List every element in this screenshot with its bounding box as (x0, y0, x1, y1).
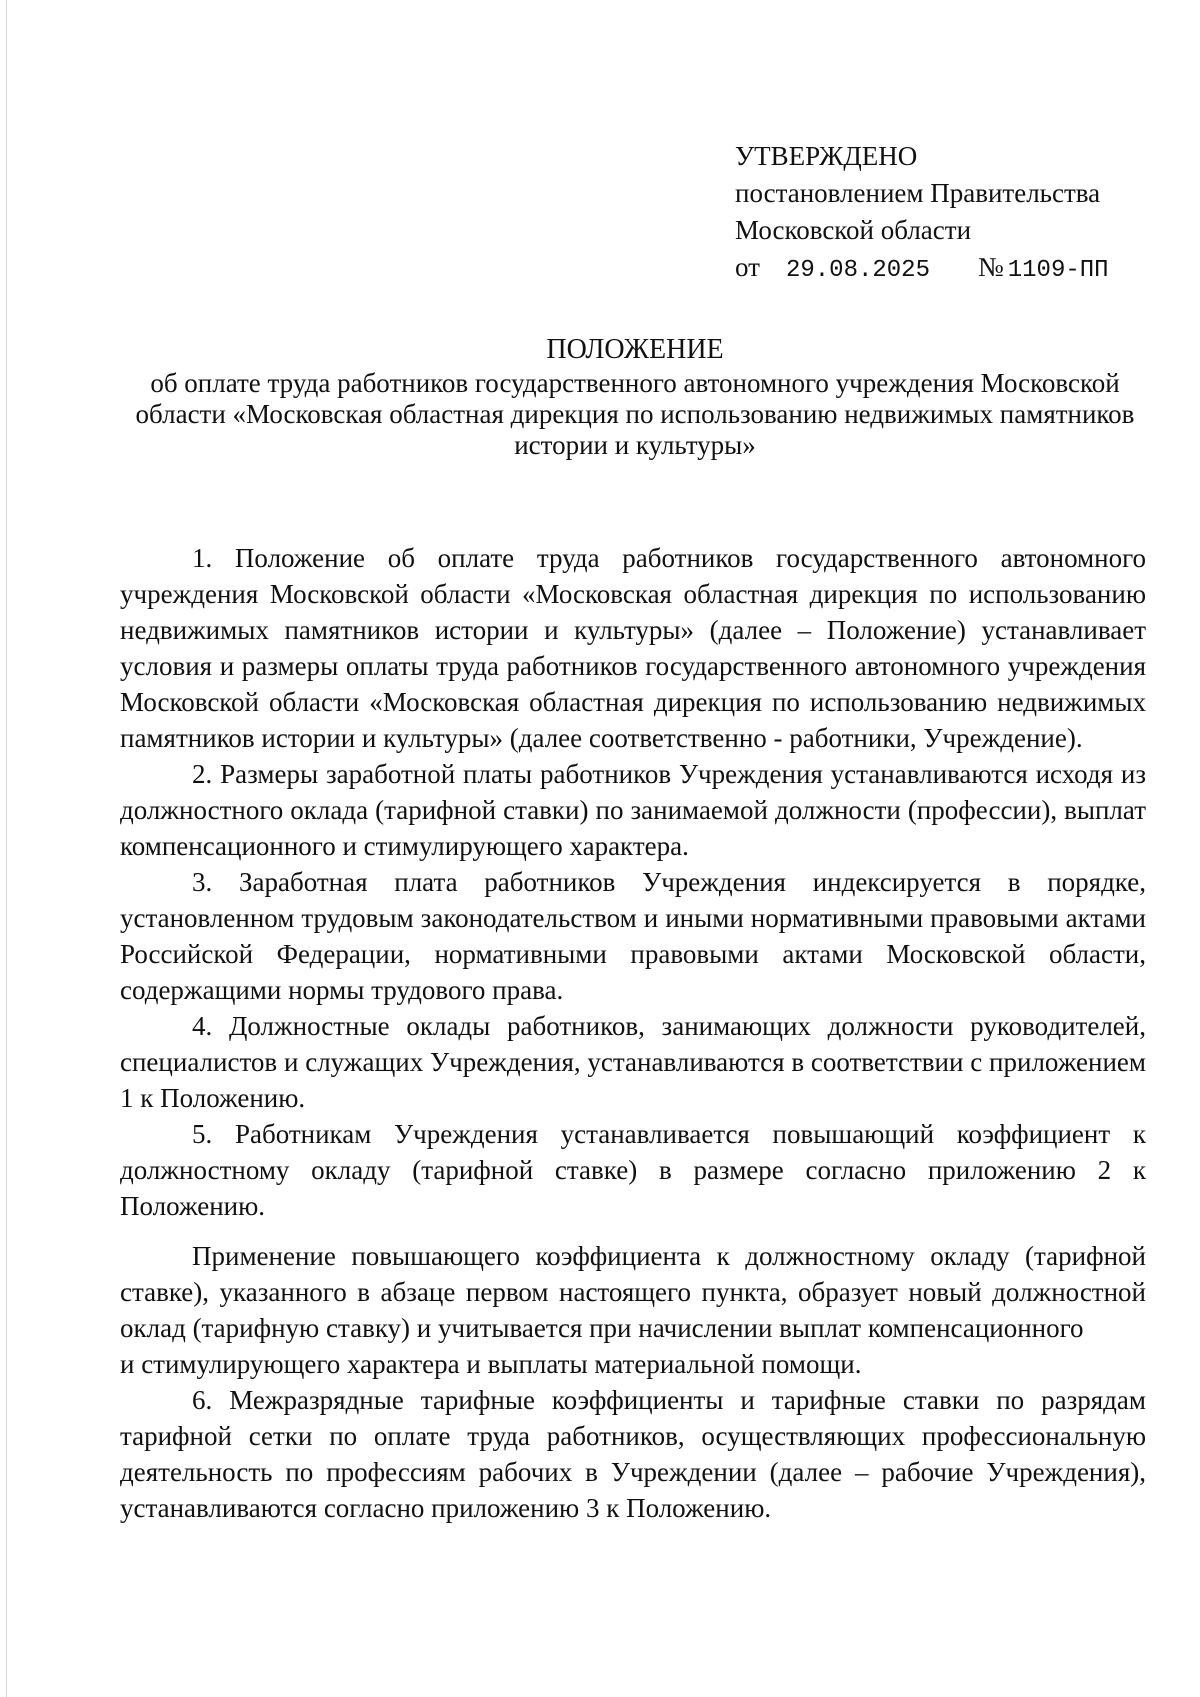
approval-date: 29.08.2025 (785, 257, 930, 284)
approval-stamp (735, 138, 1155, 289)
scan-edge-line (6, 0, 7, 1697)
approval-line-1: постановлением Правительства (735, 178, 1101, 208)
approval-line-2: Московской области (735, 215, 972, 245)
paragraph-3: 3. Заработная плата работников Учреждения индексируется в порядке, установленном трудовым законодательством и иными нормативными правовыми актами Российской Федерации, нормативными правовыми актами Московской области, содержащими нормы трудового права. (120, 867, 1146, 1005)
approval-status: УТВЕРЖДЕНО (735, 141, 918, 171)
document-body (120, 540, 1146, 1526)
paragraph-1: 1. Положение об оплате труда работников государственного автономного учреждения Московской области «Московская областная дирекция по использованию недвижимых памятников истории и культуры» (далее – Положение) устанавливает условия и размеры оплаты труда работников государственного автономного учреждения Московской области «Московская областная дирекция по использованию недвижимых памятников истории и культуры» (далее соответственно - работники, Учреждение). (120, 543, 1146, 753)
paragraph-5: 5. Работникам Учреждения устанавливается повышающий коэффициент к должностному окладу (тарифной ставке) в размере согласно приложению 2 к Положению. (120, 1119, 1146, 1221)
paragraph-4: 4. Должностные оклады работников, занимающих должности руководителей, специалистов и служащих Учреждения, устанавливаются в соответствии с приложением 1 к Положению. (120, 1011, 1146, 1113)
approval-date-row (735, 249, 1155, 289)
document-heading (120, 334, 1150, 461)
number-sign: № (977, 252, 1004, 282)
paragraph-5-tail: и стимулирующего характера и выплаты материальной помощи. (120, 1349, 862, 1379)
document-subtitle: об оплате труда работников государственного автономного учреждения Московской области «Московская областная дирекция по использованию недвижимых памятников истории и культуры» (135, 368, 1135, 460)
paragraph-2: 2. Размеры заработной платы работников Учреждения устанавливаются исходя из должностного оклада (тарифной ставки) по занимаемой должности (профессии), выплат компенсационного и стимулирующего характера. (120, 759, 1146, 861)
approval-number: 1109-ПП (1007, 257, 1109, 284)
paragraph-6: 6. Межразрядные тарифные коэффициенты и тарифные ставки по разрядам тарифной сетки по оплате труда работников, осуществляющих профессиональную деятельность по профессиям рабочих в Учреждении (далее – рабочие Учреждения), устанавливаются согласно приложению 3 к Положению. (120, 1385, 1146, 1523)
document-title: ПОЛОЖЕНИЕ (546, 334, 724, 365)
paragraph-5-continuation: Применение повышающего коэффициента к должностному окладу (тарифной ставке), указанного в абзаце первом настоящего пункта, образует новый должностной оклад (тарифную ставку) и учитывается при начислении выплат компенсационного (120, 1241, 1146, 1343)
date-prefix: от (735, 252, 760, 282)
